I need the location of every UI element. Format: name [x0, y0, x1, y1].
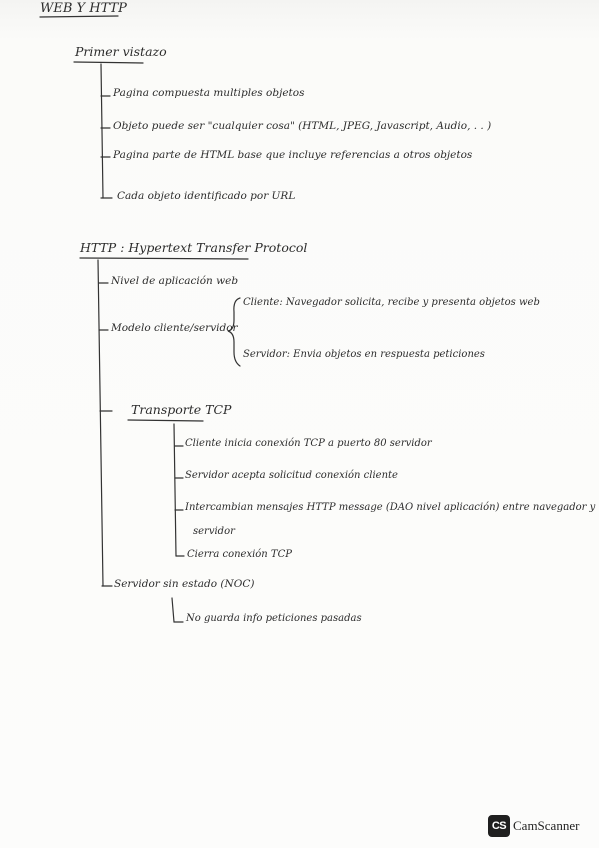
tcp-item: Servidor acepta solicitud conexión cliente	[185, 470, 398, 481]
tcp-item: Intercambian mensajes HTTP message (DAO nivel aplicación) entre navegador y	[185, 502, 596, 513]
page-title: WEB Y HTTP	[40, 1, 127, 16]
section2-heading: HTTP : Hypertext Transfer Protocol	[80, 240, 308, 255]
camscanner-logo	[488, 815, 579, 837]
section1-item: Pagina parte de HTML base que incluye referencias a otros objetos	[113, 149, 473, 161]
section1-heading: Primer vistazo	[75, 44, 167, 59]
servidor-description: Servidor: Envia objetos en respuesta peticiones	[243, 349, 485, 360]
section1-item: Cada objeto identificado por URL	[117, 190, 296, 202]
section1-item: Pagina compuesta multiples objetos	[113, 87, 305, 99]
camscanner-icon: CS	[488, 815, 510, 837]
cliente-description: Cliente: Navegador solicita, recibe y presenta objetos web	[243, 297, 540, 308]
servidor-sin-estado-text: Servidor sin estado (NOC)	[114, 578, 255, 590]
transporte-tcp-heading: Transporte TCP	[131, 402, 232, 417]
tcp-item: servidor	[193, 526, 235, 537]
section1-item: Objeto puede ser "cualquier cosa" (HTML, JPEG, Javascript, Audio, . . )	[113, 120, 492, 132]
tcp-item: Cierra conexión TCP	[187, 549, 292, 560]
nivel-aplicacion-text: Nivel de aplicación web	[111, 275, 239, 287]
camscanner-wordmark: CamScanner	[513, 818, 580, 833]
sin-estado-detail: No guarda info peticiones pasadas	[186, 613, 362, 624]
tcp-item: Cliente inicia conexión TCP a puerto 80 servidor	[185, 438, 432, 449]
modelo-cliente-servidor-text: Modelo cliente/servidor	[111, 322, 238, 334]
